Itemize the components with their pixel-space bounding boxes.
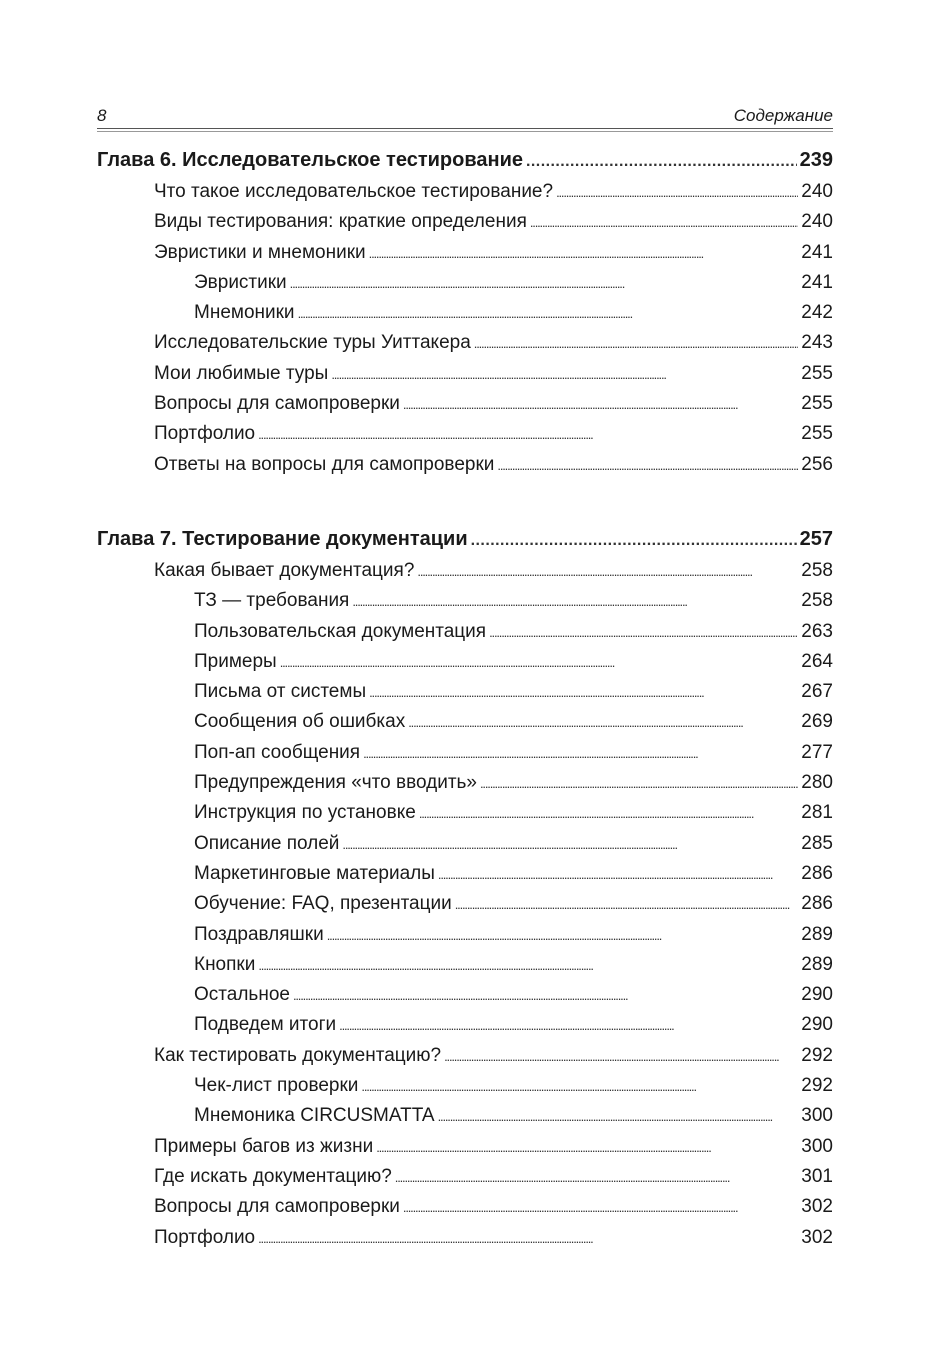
toc-entry-title: Портфолио xyxy=(154,1226,256,1248)
toc-entry-page: 300 xyxy=(801,1135,833,1157)
dot-leader xyxy=(471,522,797,558)
dot-leader xyxy=(444,1041,798,1072)
dot-leader xyxy=(258,419,798,450)
toc-entry-title: Поздравляшки xyxy=(194,923,324,945)
dot-leader xyxy=(403,389,798,420)
toc-entry[interactable] xyxy=(97,1162,833,1192)
toc-entry-page: 277 xyxy=(801,741,833,763)
dot-leader xyxy=(419,798,798,829)
toc-entry-page: 286 xyxy=(801,862,833,884)
toc-entry-page: 255 xyxy=(801,423,833,445)
dot-leader xyxy=(408,707,798,738)
dot-leader xyxy=(530,207,798,238)
chapter-block xyxy=(97,143,833,480)
toc-page xyxy=(97,100,833,1253)
dot-leader xyxy=(339,1010,798,1041)
toc-entry-page: 300 xyxy=(801,1105,833,1127)
toc-entry-page: 264 xyxy=(801,650,833,672)
toc-entry[interactable] xyxy=(97,829,833,859)
toc-entry-page: 302 xyxy=(801,1196,833,1218)
dot-leader xyxy=(342,829,798,860)
toc-entry-page: 255 xyxy=(801,362,833,384)
dot-leader xyxy=(403,1192,798,1223)
toc-entry[interactable] xyxy=(97,920,833,950)
dot-leader xyxy=(298,298,799,329)
toc-entry-page: 269 xyxy=(801,711,833,733)
toc-entry-page: 292 xyxy=(801,1044,833,1066)
chapter-heading[interactable] xyxy=(97,522,833,556)
toc-entry-title: Что такое исследовательское тестирование? xyxy=(154,181,554,202)
toc-entry-page: 258 xyxy=(801,559,833,581)
toc-entry[interactable] xyxy=(97,328,833,358)
toc-entry-title: Подведем итоги xyxy=(194,1014,337,1036)
dot-leader xyxy=(395,1162,799,1193)
toc-entry[interactable] xyxy=(97,556,833,586)
toc-entry-title: Портфолио xyxy=(154,423,256,445)
toc-entry-page: 255 xyxy=(801,393,833,415)
toc-entry[interactable] xyxy=(97,677,833,707)
toc-entry-title: Чек-лист проверки xyxy=(194,1075,359,1097)
dot-leader xyxy=(480,768,798,799)
dot-leader xyxy=(327,920,799,951)
dot-leader xyxy=(331,359,798,390)
toc-entry-title: Обучение: FAQ, презентации xyxy=(194,893,452,915)
toc-entry-page: 239 xyxy=(799,149,833,171)
toc-entry-title: Письма от системы xyxy=(194,681,367,703)
dot-leader xyxy=(526,143,797,179)
dot-leader xyxy=(258,1223,798,1254)
toc-entry-title: Какая бывает документация? xyxy=(154,559,415,581)
toc-entry-page: 289 xyxy=(801,923,833,945)
toc-entry[interactable] xyxy=(97,798,833,828)
dot-leader xyxy=(417,556,798,587)
section-title: Содержание xyxy=(733,106,833,125)
dot-leader xyxy=(369,677,798,708)
toc-entry-title: Эвристики и мнемоники xyxy=(154,241,366,263)
dot-leader xyxy=(361,1071,798,1102)
dot-leader xyxy=(280,647,799,678)
toc-entry[interactable] xyxy=(97,859,833,889)
toc-entry[interactable] xyxy=(97,586,833,616)
toc-entry-title: Примеры xyxy=(194,650,277,672)
toc-entry-title: Поп-ап сообщения xyxy=(194,741,361,763)
toc-entry[interactable] xyxy=(97,1010,833,1040)
toc-entry[interactable] xyxy=(97,889,833,919)
toc-entry-page: 290 xyxy=(801,1014,833,1036)
toc-entry[interactable] xyxy=(97,1223,833,1253)
toc-entry-page: 240 xyxy=(801,211,833,233)
toc-entry-page: 258 xyxy=(801,590,833,612)
toc-entry-page: 281 xyxy=(801,802,833,824)
chapter-heading[interactable] xyxy=(97,143,833,177)
toc-entry[interactable] xyxy=(97,298,833,328)
chapter-block xyxy=(97,522,833,1253)
toc-entry[interactable] xyxy=(97,738,833,768)
toc-entry-title: Предупреждения «что вводить» xyxy=(194,772,477,794)
toc-entry[interactable] xyxy=(97,617,833,647)
toc-entry-page: 292 xyxy=(801,1075,833,1097)
toc-entry[interactable] xyxy=(97,238,833,268)
toc-entry-title: ТЗ — требования xyxy=(194,590,350,612)
dot-leader xyxy=(293,980,798,1011)
toc-entry-page: 290 xyxy=(801,984,833,1006)
toc-entry[interactable] xyxy=(97,1132,833,1162)
toc-entry-title: Мнемоника CIRCUSMATTA xyxy=(194,1105,435,1127)
toc-entry-page: 257 xyxy=(799,527,833,550)
toc-entry[interactable] xyxy=(97,647,833,677)
toc-entry[interactable] xyxy=(97,419,833,449)
toc-entry-page: 286 xyxy=(801,893,833,915)
toc-entry-page: 242 xyxy=(801,302,833,324)
toc-entry-title: Мнемоники xyxy=(194,302,295,324)
toc-entry-title: Инструкция по установке xyxy=(194,802,416,824)
toc-entry-title: Виды тестирования: краткие определения xyxy=(154,211,527,233)
dot-leader xyxy=(556,177,798,208)
toc-entry[interactable] xyxy=(97,1192,833,1222)
toc-entry-page: 263 xyxy=(801,620,833,642)
toc-entry[interactable] xyxy=(97,177,833,207)
toc-entry-page: 267 xyxy=(801,681,833,703)
toc-entry-title: Пользовательская документация xyxy=(194,620,487,642)
dot-leader xyxy=(369,238,799,269)
toc-entry-title: Ответы на вопросы для самопроверки xyxy=(154,453,495,475)
toc-entry-title: Описание полей xyxy=(194,832,340,854)
toc-entry-page: 280 xyxy=(801,772,833,794)
toc-entry-page: 241 xyxy=(801,271,833,293)
dot-leader xyxy=(258,950,798,981)
toc-entry[interactable] xyxy=(97,1101,833,1131)
toc-entry-title: Кнопки xyxy=(194,953,256,975)
toc-entry[interactable] xyxy=(97,768,833,798)
toc-entry-title: Где искать документацию? xyxy=(154,1165,392,1187)
page-number: 8 xyxy=(97,106,107,125)
dot-leader xyxy=(363,738,798,769)
toc-entry-page: 241 xyxy=(801,241,833,263)
toc-entry[interactable] xyxy=(97,207,833,237)
toc-entry-title: Вопросы для самопроверки xyxy=(154,393,400,415)
running-header xyxy=(97,100,833,129)
dot-leader xyxy=(489,617,798,648)
toc-entry-page: 289 xyxy=(801,953,833,975)
toc-entry-page: 301 xyxy=(801,1165,833,1187)
toc-entry[interactable] xyxy=(97,1041,833,1071)
dot-leader xyxy=(474,328,799,359)
toc-entry-page: 285 xyxy=(801,832,833,854)
toc-entry[interactable] xyxy=(97,950,833,980)
toc-entry[interactable] xyxy=(97,450,833,480)
toc-entry-title: Исследовательские туры Уиттакера xyxy=(154,332,471,354)
toc-entry-title: Примеры багов из жизни xyxy=(154,1135,374,1157)
toc-entry-title: Как тестировать документацию? xyxy=(154,1044,442,1066)
toc-entry[interactable] xyxy=(97,359,833,389)
toc-entry-page: 243 xyxy=(801,332,833,354)
dot-leader xyxy=(290,268,799,299)
toc-entry[interactable] xyxy=(97,707,833,737)
toc-entry[interactable] xyxy=(97,980,833,1010)
toc-entry-title: Остальное xyxy=(194,984,290,1006)
dot-leader xyxy=(455,889,799,920)
toc-entry-page: 256 xyxy=(801,453,833,475)
dot-leader xyxy=(438,859,798,890)
toc-entry-title: Маркетинговые материалы xyxy=(194,862,435,884)
toc-entry-title: Вопросы для самопроверки xyxy=(154,1196,400,1218)
toc-entry[interactable] xyxy=(97,1071,833,1101)
dot-leader xyxy=(497,450,798,481)
toc-entry-title: Глава 7. Тестирование документации xyxy=(97,527,468,550)
toc-entry-title: Сообщения об ошибках xyxy=(194,711,406,733)
toc-entry-page: 240 xyxy=(801,181,833,202)
toc-entry[interactable] xyxy=(97,268,833,298)
dot-leader xyxy=(438,1101,799,1132)
toc-entry-page: 302 xyxy=(801,1226,833,1248)
dot-leader xyxy=(352,586,798,617)
toc-entry-title: Мои любимые туры xyxy=(154,362,329,384)
toc-entry-title: Глава 6. Исследовательское тестирование xyxy=(97,149,524,171)
dot-leader xyxy=(376,1132,798,1163)
toc-entry-title: Эвристики xyxy=(194,271,287,293)
toc-entry[interactable] xyxy=(97,389,833,419)
table-of-contents xyxy=(97,143,833,1253)
